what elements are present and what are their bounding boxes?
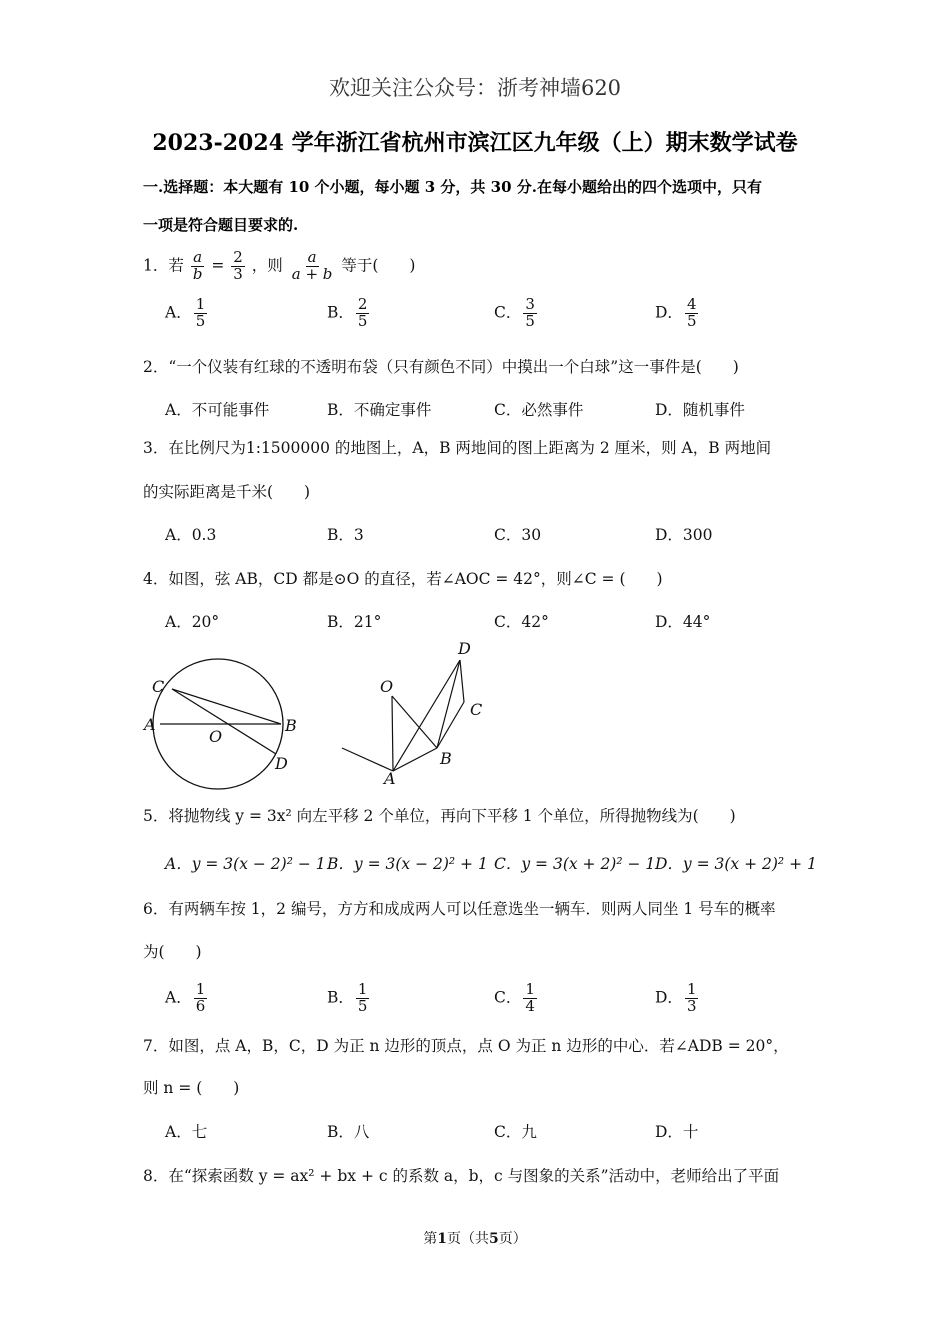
polygon-figure: [342, 640, 482, 788]
q5-option-c: C．y = 3(x + 2)² − 1: [494, 855, 656, 873]
question-2: 2．“一个仪装有红球的不透明布袋（只有颜色不同）中摸出一个白球”这一事件是( ): [143, 358, 739, 376]
q4-option-c: C．42°: [494, 613, 549, 631]
q1-fraction-a-over-b: $\frac{a}{b}$: [192, 248, 203, 283]
q1-fraction-2-over-3: $\frac{2}{3}$: [233, 248, 243, 283]
question-5: 5．将抛物线 y = 3x² 向左平移 2 个单位，再向下平移 1 个单位，所得抛物线为( ): [143, 807, 736, 825]
section-heading-line2: 一项是符合题目要求的.: [143, 216, 299, 234]
q2-option-a: A．不可能事件: [165, 401, 270, 419]
label-b: B: [285, 716, 297, 735]
q2-option-d: D．随机事件: [655, 401, 745, 419]
geometry-figures: [130, 640, 510, 790]
question-6-line1: 6．有两辆车按 1，2 编号，方方和成成两人可以任意选坐一辆车．则两人同坐 1 号车的概率: [143, 900, 776, 918]
q6-option-c: C． $\frac{1}{4}$: [494, 980, 535, 1015]
footer-page-number: 1: [437, 1231, 447, 1247]
q7-option-c: C．九: [494, 1123, 537, 1141]
question-7-line1: 7．如图，点 A，B，C，D 为正 n 边形的顶点，点 O 为正 n 边形的中心．若∠ADB = 20°，: [143, 1037, 789, 1055]
page-header-text: 欢迎关注公众号：浙考神墙620: [328, 76, 622, 100]
q1-equals: =: [211, 256, 225, 275]
diameter-cd: [172, 689, 276, 754]
circle-figure: [142, 659, 297, 789]
q7-option-a: A．七: [165, 1123, 208, 1141]
q1-option-d: D． $\frac{4}{5}$: [655, 295, 697, 330]
q6-option-a: A． $\frac{1}{6}$: [165, 980, 206, 1015]
q4-option-a: A．20°: [165, 613, 220, 631]
segment-ob: [392, 696, 437, 748]
q1-option-b: B． $\frac{2}{5}$: [327, 295, 368, 330]
label-d: D: [275, 754, 288, 773]
question-3-line2: 的实际距离是千米( ): [143, 483, 311, 501]
q6-option-b: B． $\frac{1}{5}$: [327, 980, 368, 1015]
q7-option-d: D．十: [655, 1123, 699, 1141]
question-7-line2: 则 n = ( ): [143, 1079, 240, 1097]
q3-option-c: C．30: [494, 526, 542, 544]
question-8: 8．在“探索函数 y = ax² + bx + c 的系数 a，b，c 与图象的关系”活动中，老师给出了平面: [143, 1167, 780, 1185]
label-d2: D: [458, 640, 471, 658]
q1-fraction-a-over-a-plus-b: $\frac{a}{a + b}$: [291, 248, 333, 283]
label-o2: O: [380, 677, 394, 696]
segment-db: [437, 660, 460, 748]
q1-mid: ，则: [251, 256, 283, 275]
label-o: O: [209, 727, 223, 746]
q1-prefix: 1．若: [143, 256, 184, 275]
q5-option-b: B．y = 3(x − 2)² + 1: [327, 855, 488, 873]
q1-option-a: A． $\frac{1}{5}$: [165, 295, 206, 330]
question-6-line2: 为( ): [143, 943, 202, 961]
chord-cb: [172, 689, 281, 724]
section-heading-line1: 一.选择题：本大题有 10 个小题，每小题 3 分，共 30 分.在每小题给出的四个选项中，只有: [143, 178, 762, 196]
q1-option-c: C． $\frac{3}{5}$: [494, 295, 535, 330]
question-4: 4．如图，弦 AB，CD 都是⊙O 的直径，若∠AOC = 42°，则∠C = ( ): [143, 570, 663, 588]
q2-option-c: C．必然事件: [494, 401, 584, 419]
q5-option-a: A．y = 3(x − 2)² − 1: [165, 855, 326, 873]
footer-total-pages: 5: [489, 1231, 499, 1247]
label-c2: C: [470, 700, 483, 719]
edge-cd: [460, 660, 464, 702]
label-b2: B: [440, 749, 452, 768]
label-a: A: [144, 715, 156, 734]
edge-bc: [437, 702, 464, 748]
question-3-line1: 3．在比例尺为1:1500000 的地图上，A，B 两地间的图上距离为 2 厘米，则 A，B 两地间: [143, 439, 772, 457]
q3-option-d: D．300: [655, 526, 713, 544]
q7-option-b: B．八: [327, 1123, 370, 1141]
page-footer: 第1页（共5页）: [423, 1231, 527, 1247]
q1-suffix: 等于( ): [341, 256, 416, 275]
q2-option-b: B．不确定事件: [327, 401, 432, 419]
q4-option-d: D．44°: [655, 613, 711, 631]
page-title: 2023-2024 学年浙江省杭州市滨江区九年级（上）期末数学试卷: [152, 130, 798, 156]
q3-option-a: A．0.3: [165, 526, 217, 544]
q6-option-d: D． $\frac{1}{3}$: [655, 980, 697, 1015]
question-1: [143, 250, 415, 283]
q4-option-b: B．21°: [327, 613, 382, 631]
segment-oa: [392, 696, 393, 771]
label-a2: A: [384, 769, 396, 788]
label-c: C: [152, 677, 165, 696]
edge-left-a: [342, 748, 393, 771]
q5-option-d: D．y = 3(x + 2)² + 1: [655, 855, 817, 873]
q3-option-b: B．3: [327, 526, 364, 544]
